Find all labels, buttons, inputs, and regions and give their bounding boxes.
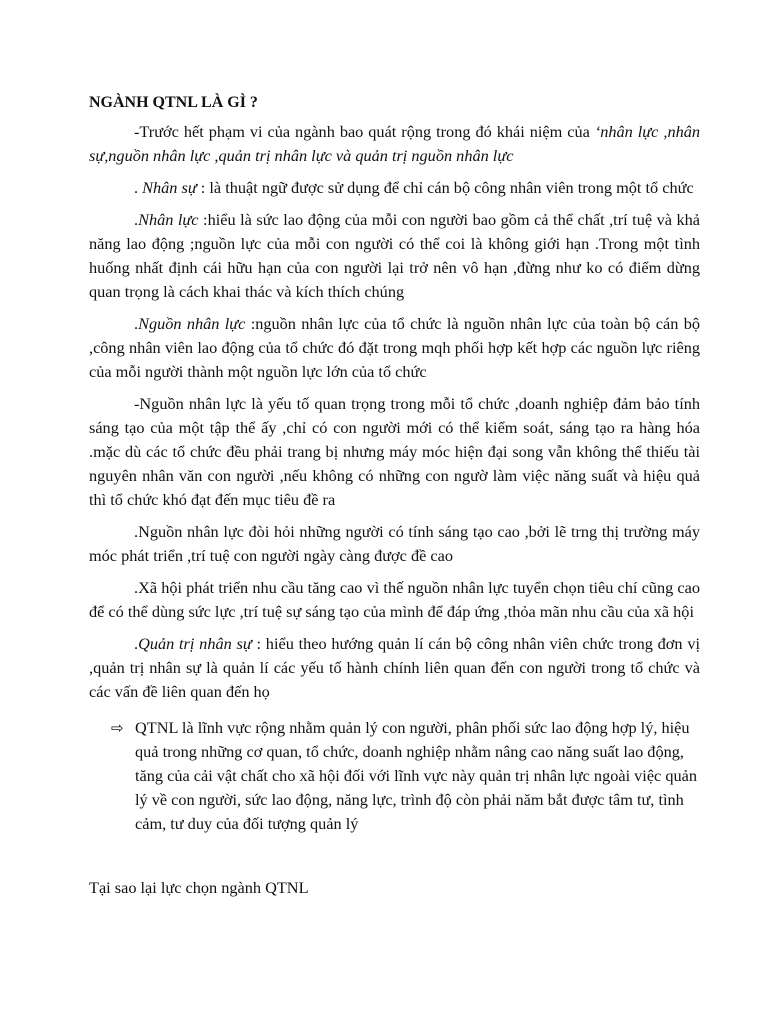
paragraph-nguon-nhan-luc [89, 312, 700, 384]
paragraph-quan-tri-nhan-su [89, 632, 700, 704]
paragraph-nhan-luc [89, 208, 700, 304]
paragraph-nguon-nhan-luc-text: :nguồn nhân lực của tổ chức là nguồn nhân lực của toàn bộ cán bộ ,công nhân viên lao động của tổ chức đó đặt trong mqh phối hợp kết hợp các nguồn lực riêng của mỗi người thành một nguồn lực lớn của tổ chức [89, 314, 700, 381]
closing-question: Tại sao lại lực chọn ngành QTNL [89, 878, 309, 897]
paragraph-scope-italic: ‘nhân lực ,nhân sự,nguồn nhân lực ,quản trị nhân lực và quản trị nguồn nhân lực [89, 122, 701, 165]
term-nguon-nhan-luc: Nguồn nhân lực [138, 314, 246, 333]
paragraph-importance: -Nguồn nhân lực là yếu tố quan trọng trong mỗi tổ chức ,doanh nghiệp đảm bảo tính sáng tạo của một tập thể ấy ,chỉ có con người mới có thể kiểm soát, sáng tạo ra hàng hóa .mặc dù các tổ chức đều phải trang bị nhưng máy móc hiện đại song vẫn không thể thiếu tài nguyên nhân văn con người ,nếu không có những con ngườ làm việc năng suất và hiệu quả thì tổ chức khó đạt đến mục tiêu đề ra [89, 394, 700, 509]
term-nhan-luc: Nhân lực [138, 210, 199, 229]
paragraph-creativity: .Nguồn nhân lực đòi hỏi những người có tính sáng tạo cao ,bởi lẽ trng thị trường máy móc phát triển ,trí tuệ con người ngày càng được đề cao [89, 522, 700, 565]
paragraph-nhan-luc-text: :hiểu là sức lao động của mỗi con người bao gồm cả thể chất ,trí tuệ và khả năng lao động ;nguồn lực của mỗi con người có thể coi là không giới hạn .Trong một tình huống nhất định cái hữu hạn của con người lại trở nên vô hạn ,đừng như ko có điểm dừng quan trọng là cách khai thác và kích thích chúng [89, 210, 700, 301]
paragraph-society: .Xã hội phát triển nhu cầu tăng cao vì thế nguồn nhân lực tuyển chọn tiêu chí cũng cao để có thể dùng sức lực ,trí tuệ sự sáng tạo của mình để đáp ứng ,thỏa mãn nhu cầu của xã hội [89, 578, 700, 621]
bullet-item-qtnl [89, 716, 700, 836]
paragraph-nguon-nhan-luc-lead: . [134, 314, 139, 333]
bullet-text: QTNL là lĩnh vực rộng nhằm quản lý con người, phân phối sức lao động hợp lý, hiệu quả trong những cơ quan, tổ chức, doanh nghiệp nhằm nâng cao năng suất lao động, tăng của cải vật chất cho xã hội đối với lĩnh vực này quản trị nhân lực ngoài việc quản lý về con người, sức lao động, năng lực, trình độ còn phải năm bắt được tâm tư, tình cảm, tư duy của đối tượng quản lý [135, 718, 698, 833]
document-title: NGÀNH QTNL LÀ GÌ ? [89, 94, 258, 111]
paragraph-quan-tri-lead: . [134, 634, 139, 653]
paragraph-nhan-su-lead: . [134, 178, 143, 197]
paragraph-quan-tri-text: : hiểu theo hướng quản lí cán bộ công nhân viên chức trong đơn vị ,quản trị nhân sự là quản lí các yếu tố hành chính liên quan đến con người trong tổ chức và các vấn đề liên quan đến họ [89, 634, 700, 701]
term-quan-tri-nhan-su: Quản trị nhân sự [138, 634, 252, 653]
paragraph-nhan-su [89, 176, 700, 200]
arrow-bullet-icon: ⇨ [111, 719, 124, 737]
paragraph-scope [89, 120, 700, 168]
paragraph-nhan-luc-lead: . [134, 210, 139, 229]
paragraph-scope-lead: -Trước hết phạm vi của ngành bao quát rộng trong đó khái niệm của [134, 122, 595, 141]
term-nhan-su: Nhân sự [142, 178, 197, 197]
paragraph-nhan-su-text: : là thuật ngữ được sử dụng để chỉ cán bộ công nhân viên trong một tổ chức [196, 178, 694, 197]
